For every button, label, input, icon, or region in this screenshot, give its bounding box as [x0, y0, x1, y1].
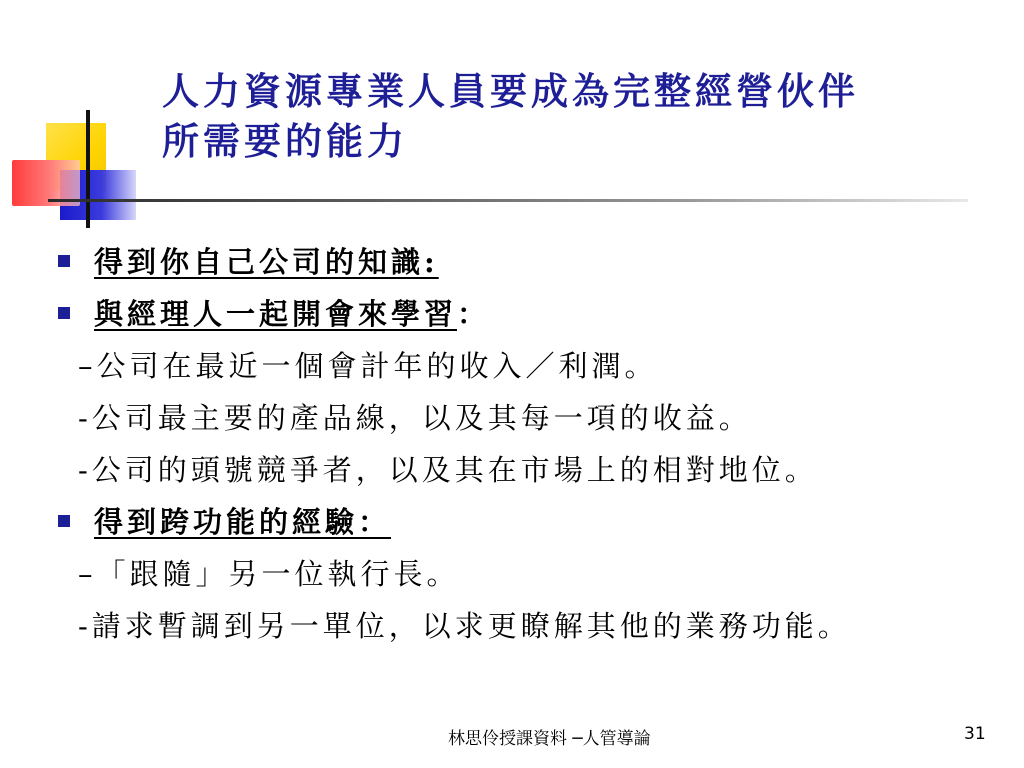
- square-bullet-icon: [58, 307, 70, 319]
- title-line-2: 所需要的能力: [162, 119, 408, 163]
- subitem-revenue: –公司在最近一個會計年的收入／利潤。: [78, 349, 658, 383]
- bullet-label: 得到你自己公司的知識:: [94, 245, 439, 279]
- square-bullet-icon: [58, 515, 70, 527]
- corner-decoration: [0, 0, 160, 230]
- page-number: 31: [964, 724, 986, 744]
- bullet-label: 與經理人一起開會來學習: [94, 297, 458, 331]
- title-divider-line: [48, 199, 968, 202]
- subitem-temporary-transfer: -請求暫調到另一單位，以求更瞭解其他的業務功能。: [78, 609, 851, 643]
- decor-vertical-line: [86, 110, 90, 228]
- subitem-competitors: -公司的頭號競爭者，以及其在市場上的相對地位。: [78, 453, 818, 487]
- slide-title: [162, 66, 982, 166]
- slide-footer: [0, 722, 1024, 752]
- bullet-suffix: ：: [457, 297, 491, 331]
- subitem-follow-executive: –「跟隨」另一位執行長。: [78, 557, 460, 591]
- bullet-item-cross-functional: [58, 502, 391, 542]
- subitem-product-lines: -公司最主要的產品線，以及其每一項的收益。: [78, 401, 752, 435]
- square-bullet-icon: [58, 255, 70, 267]
- bullet-item-meet-managers: [58, 294, 490, 334]
- bullet-label: 得到跨功能的經驗：: [94, 505, 392, 539]
- bullet-item-company-knowledge: [58, 242, 439, 282]
- footer-text: 林思伶授課資料 ─人管導論: [448, 729, 651, 749]
- title-line-1: 人力資源專業人員要成為完整經營伙伴: [162, 69, 859, 113]
